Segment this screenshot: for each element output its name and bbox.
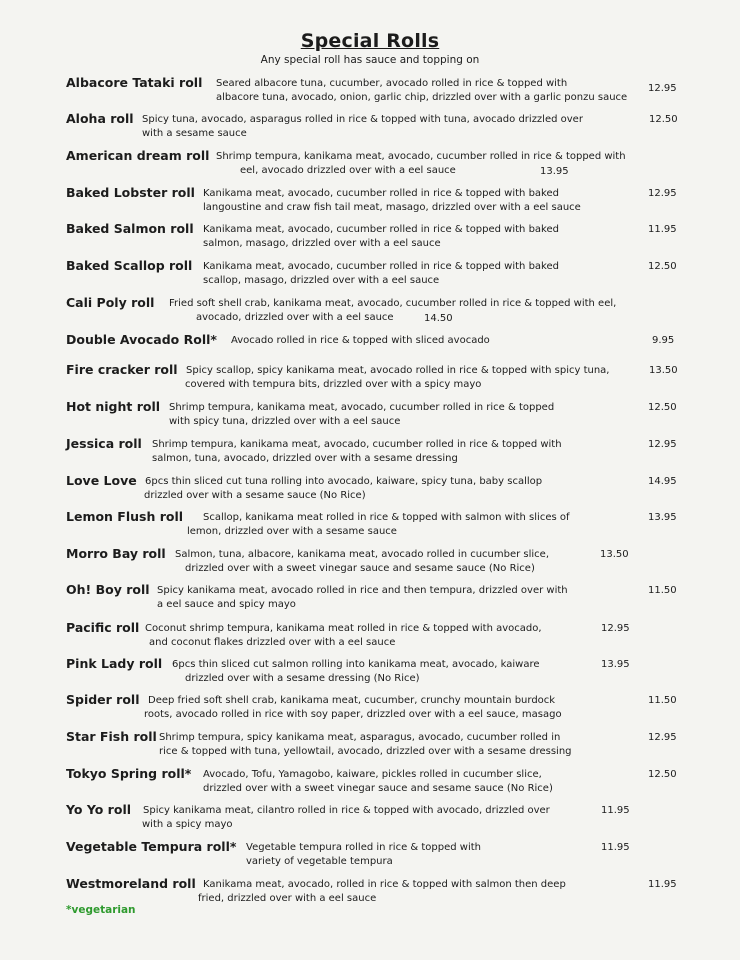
menu-item-description-line-2: salmon, masago, drizzled over with a eel sauce (203, 238, 441, 249)
menu-item-description-line-2: roots, avocado rolled in rice with soy paper, drizzled over with a eel sauce, masago (144, 709, 562, 720)
menu-item-description-line-2: lemon, drizzled over with a sesame sauce (187, 526, 397, 537)
menu-item (0, 436, 740, 470)
menu-item-price: 12.95 (648, 83, 677, 94)
menu-item-description-line-2: rice & topped with tuna, yellowtail, avocado, drizzled over with a sesame dressing (159, 746, 572, 757)
menu-item-name: Spider roll (66, 692, 140, 707)
menu-item-description: Shrimp tempura, spicy kanikama meat, asparagus, avocado, cucumber rolled in (159, 732, 561, 743)
menu-item-name: Pink Lady roll (66, 656, 163, 671)
menu-item-description: Spicy scallop, spicy kanikama meat, avocado rolled in rice & topped with spicy tuna, (186, 365, 610, 376)
menu-item-name: Tokyo Spring roll* (66, 766, 192, 781)
menu-item-price: 12.50 (648, 261, 677, 272)
menu-item-description-line-2: eel, avocado drizzled over with a eel sauce (240, 165, 456, 176)
menu-item (0, 509, 740, 543)
menu-item-description: 6pcs thin sliced cut tuna rolling into avocado, kaiware, spicy tuna, baby scallop (145, 476, 543, 487)
menu-item-price: 13.95 (601, 659, 630, 670)
menu-item-price: 14.95 (648, 476, 677, 487)
menu-item-price: 13.50 (600, 549, 629, 560)
menu-item-name: Oh! Boy roll (66, 582, 150, 597)
menu-item-name: Lemon Flush roll (66, 509, 184, 524)
menu-item-description-line-2: fried, drizzled over with a eel sauce (198, 893, 377, 904)
menu-item-name: Pacific roll (66, 620, 140, 635)
menu-item-price: 13.95 (648, 512, 677, 523)
menu-item-description-line-2: scallop, masago, drizzled over with a eel sauce (203, 275, 440, 286)
menu-item (0, 729, 740, 763)
menu-item-price: 11.95 (601, 842, 630, 853)
page-subtitle: Any special roll has sauce and topping on (260, 54, 480, 66)
menu-item-price: 11.50 (648, 585, 677, 596)
menu-item-description: Shrimp tempura, kanikama meat, avocado, cucumber rolled in rice & topped (169, 402, 555, 413)
menu-item-description-line-2: with spicy tuna, drizzled over with a eel sauce (169, 416, 401, 427)
menu-item-price: 11.50 (648, 695, 677, 706)
menu-item-description: Vegetable tempura rolled in rice & topped with (246, 842, 482, 853)
menu-item-price: 12.50 (648, 402, 677, 413)
menu-item-description-line-2: drizzled over with a sweet vinegar sauce and sesame sauce (No Rice) (203, 783, 553, 794)
menu-item (0, 802, 740, 836)
menu-item-name: Double Avocado Roll* (66, 332, 217, 347)
menu-item-description-line-2: and coconut flakes drizzled over with a eel sauce (149, 637, 396, 648)
menu-item (0, 546, 740, 580)
menu-item-description: Shrimp tempura, kanikama meat, avocado, cucumber rolled in rice & topped with (216, 151, 626, 162)
menu-item (0, 839, 740, 873)
menu-item-description: Kanikama meat, avocado, rolled in rice & topped with salmon then deep (203, 879, 566, 890)
menu-item-description: Avocado rolled in rice & topped with sliced avocado (231, 335, 490, 346)
menu-item (0, 221, 740, 255)
menu-item-description: Spicy tuna, avocado, asparagus rolled in rice & topped with tuna, avocado drizzled over (142, 114, 583, 125)
menu-item-description-line-2: langoustine and craw fish tail meat, masago, drizzled over with a eel sauce (203, 202, 581, 213)
menu-item-description-line-2: drizzled over with a sesame sauce (No Rice) (144, 490, 366, 501)
menu-item-price: 12.95 (648, 188, 677, 199)
menu-item-name: Westmoreland roll (66, 876, 196, 891)
menu-item-name: Aloha roll (66, 111, 134, 126)
menu-item (0, 399, 740, 433)
menu-item-description-line-2: with a spicy mayo (142, 819, 233, 830)
page-title: Special Rolls (300, 30, 440, 52)
menu-item-price: 12.50 (649, 114, 678, 125)
menu-item (0, 473, 740, 507)
menu-item-description-line-2: drizzled over with a sesame dressing (No Rice) (185, 673, 420, 684)
vegetarian-footnote: *vegetarian (66, 904, 136, 916)
menu-item (0, 258, 740, 292)
menu-item-name: Cali Poly roll (66, 295, 155, 310)
menu-item-name: Baked Salmon roll (66, 221, 194, 236)
menu-item (0, 362, 740, 396)
menu-item-name: Morro Bay roll (66, 546, 166, 561)
menu-item-name: American dream roll (66, 148, 210, 163)
menu-item-price: 12.50 (648, 769, 677, 780)
menu-item-description-line-2: albacore tuna, avocado, onion, garlic chip, drizzled over with a garlic ponzu sauce (216, 92, 628, 103)
menu-item-name: Fire cracker roll (66, 362, 178, 377)
menu-item (0, 332, 740, 366)
menu-item-description: Salmon, tuna, albacore, kanikama meat, avocado rolled in cucumber slice, (175, 549, 550, 560)
menu-item-description: Kanikama meat, avocado, cucumber rolled in rice & topped with baked (203, 224, 559, 235)
menu-item-name: Star Fish roll (66, 729, 157, 744)
menu-item-description: Deep fried soft shell crab, kanikama meat, cucumber, crunchy mountain burdock (148, 695, 556, 706)
menu-item-description: Spicy kanikama meat, avocado rolled in rice and then tempura, drizzled over with (157, 585, 568, 596)
menu-item (0, 620, 740, 654)
menu-item (0, 295, 740, 329)
menu-item (0, 111, 740, 145)
menu-item-name: Jessica roll (66, 436, 142, 451)
menu-item-description-line-2: covered with tempura bits, drizzled over with a spicy mayo (185, 379, 482, 390)
menu-item-description: Spicy kanikama meat, cilantro rolled in rice & topped with avocado, drizzled over (143, 805, 550, 816)
menu-item-description-line-2: drizzled over with a sweet vinegar sauce and sesame sauce (No Rice) (185, 563, 535, 574)
menu-item-name: Baked Scallop roll (66, 258, 193, 273)
menu-item-name: Yo Yo roll (66, 802, 132, 817)
menu-item-name: Love Love (66, 473, 137, 488)
menu-item-description-line-2: salmon, tuna, avocado, drizzled over with a sesame dressing (152, 453, 458, 464)
menu-item (0, 692, 740, 726)
menu-item-price: 11.95 (648, 879, 677, 890)
menu-item (0, 766, 740, 800)
menu-item (0, 582, 740, 616)
menu-item-price: 12.95 (648, 732, 677, 743)
menu-item-description: 6pcs thin sliced cut salmon rolling into kanikama meat, avocado, kaiware (172, 659, 540, 670)
menu-item-name: Vegetable Tempura roll* (66, 839, 237, 854)
menu-item-description: Kanikama meat, avocado, cucumber rolled in rice & topped with baked (203, 261, 559, 272)
menu-item-description: Kanikama meat, avocado, cucumber rolled in rice & topped with baked (203, 188, 559, 199)
menu-item-name: Albacore Tataki roll (66, 75, 203, 90)
menu-item-description-line-2: variety of vegetable tempura (246, 856, 393, 867)
menu-item (0, 148, 740, 182)
menu-item-price: 13.95 (540, 166, 569, 177)
menu-item (0, 75, 740, 109)
menu-item-description: Seared albacore tuna, cucumber, avocado rolled in rice & topped with (216, 78, 568, 89)
menu-item-name: Hot night roll (66, 399, 161, 414)
menu-item-price: 11.95 (601, 805, 630, 816)
menu-item-description: Avocado, Tofu, Yamagobo, kaiware, pickles rolled in cucumber slice, (203, 769, 542, 780)
menu-item-price: 14.50 (424, 313, 453, 324)
menu-item (0, 185, 740, 219)
menu-item-description: Shrimp tempura, kanikama meat, avocado, cucumber rolled in rice & topped with (152, 439, 562, 450)
menu-item-price: 12.95 (648, 439, 677, 450)
menu-item-description: Coconut shrimp tempura, kanikama meat rolled in rice & topped with avocado, (145, 623, 542, 634)
menu-item-price: 13.50 (649, 365, 678, 376)
menu-item-description-line-2: a eel sauce and spicy mayo (157, 599, 296, 610)
menu-item (0, 656, 740, 690)
menu-item-name: Baked Lobster roll (66, 185, 195, 200)
menu-item-price: 12.95 (601, 623, 630, 634)
menu-item-description-line-2: avocado, drizzled over with a eel sauce (196, 312, 394, 323)
menu-item-description-line-2: with a sesame sauce (142, 128, 247, 139)
menu-item-description: Scallop, kanikama meat rolled in rice & topped with salmon with slices of (203, 512, 570, 523)
menu-item-price: 11.95 (648, 224, 677, 235)
menu-item-description: Fried soft shell crab, kanikama meat, avocado, cucumber rolled in rice & topped with eel, (169, 298, 617, 309)
menu-item-price: 9.95 (652, 335, 675, 346)
